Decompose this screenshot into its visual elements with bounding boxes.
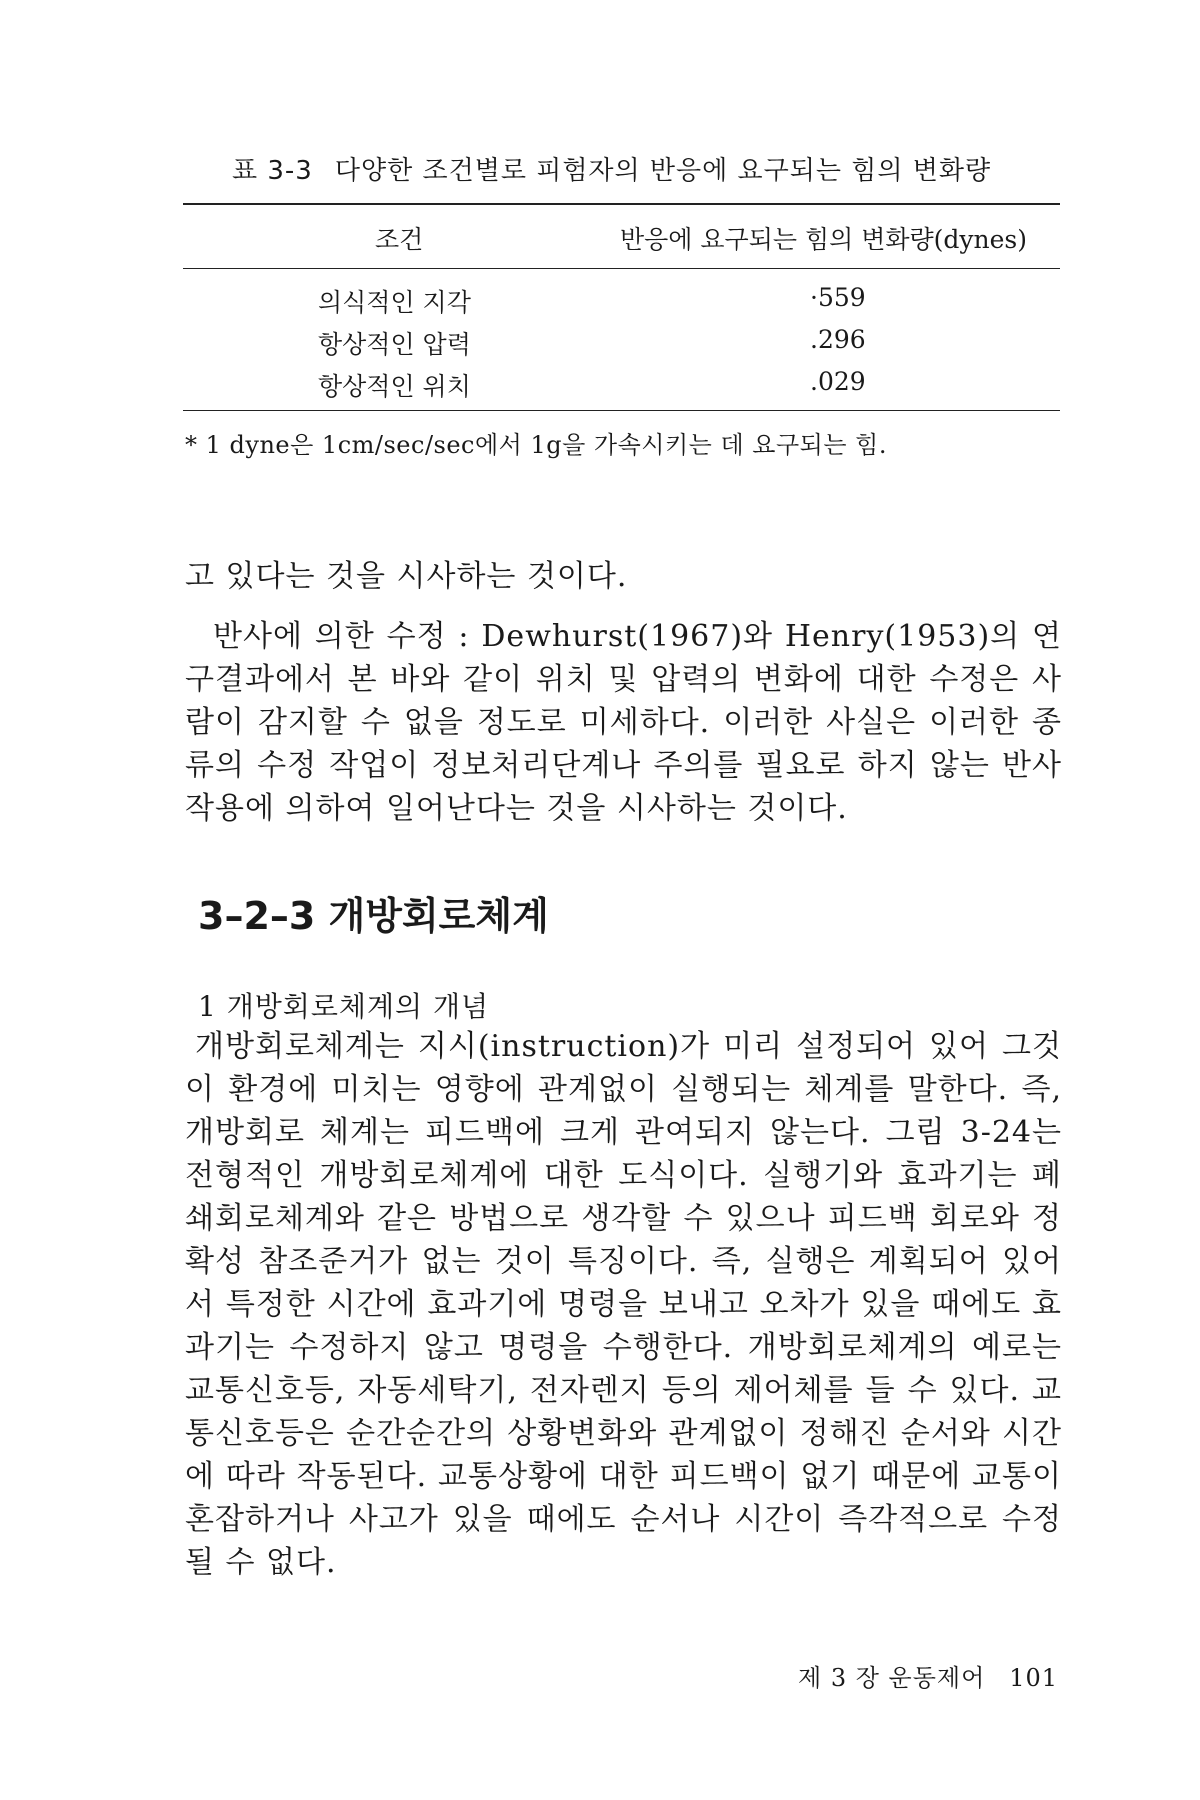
table-header-force: 반응에 요구되는 힘의 변화량(dynes) — [620, 225, 1028, 254]
table-header-condition: 조건 — [375, 225, 424, 254]
section-title: 3–2–3 개방회로체계 — [198, 894, 549, 938]
table-top-rule — [183, 203, 1060, 205]
page-number: 101 — [1009, 1664, 1059, 1692]
table-cell-value: .296 — [810, 325, 866, 354]
table-cell-condition: 항상적인 위치 — [318, 372, 471, 401]
table-cell-value: .029 — [810, 367, 866, 396]
table-label: 표 3-3 — [232, 156, 313, 186]
table-cell-condition: 항상적인 압력 — [318, 330, 471, 359]
table-cell-condition: 의식적인 지각 — [318, 288, 471, 317]
table-bottom-rule — [183, 410, 1060, 411]
table-header-rule — [183, 268, 1060, 269]
table-footnote: * 1 dyne은 1cm/sec/sec에서 1g을 가속시키는 데 요구되는 힘. — [185, 431, 887, 459]
subheading: 1 개방회로체계의 개념 — [198, 990, 490, 1023]
table-cell-value: ·559 — [810, 283, 866, 312]
paragraph-open-loop: 개방회로체계는 지시(instruction)가 미리 설정되어 있어 그것이 환경에 미치는 영향에 관계없이 실행되는 체계를 말한다. 즉, 개방회로 체계는 피드백에 크게 관여되지 않는다. 그림 3-24는 전형적인 개방회로체계에 대한 도식이다. 실행기와 효과기는 폐쇄회로체계와 같은 방법으로 생각할 수 있으나 피드백 회로와 정확성 참조준거가 없는 것이 특징이다. 즉, 실행은 계획되어 있어서 특정한 시간에 효과기에 명령을 보내고 오차가 있을 때에도 효과기는 수정하지 않고 명령을 수행한다. 개방회로체계의 예로는 교통신호등, 자동세탁기, 전자렌지 등의 제어체를 들 수 있다. 교통신호등은 순간순간의 상황변화와 관계없이 정해진 순서와 시간에 따라 작동된다. 교통상황에 대한 피드백이 없기 때문에 교통이 혼잡하거나 사고가 있을 때에도 순서나 시간이 즉각적으로 수정될 수 없다. — [185, 1029, 1062, 1580]
table-title: 다양한 조건별로 피험자의 반응에 요구되는 힘의 변화량 — [334, 156, 992, 186]
paragraph-continuation: 고 있다는 것을 시사하는 것이다. — [185, 559, 628, 594]
paragraph-reflex-correction: 반사에 의한 수정 : Dewhurst(1967)와 Henry(1953)의 연구결과에서 본 바와 같이 위치 및 압력의 변화에 대한 수정은 사람이 감지할 수 없을 정도로 미세하다. 이러한 사실은 이러한 종류의 수정 작업이 정보처리단계나 주의를 필요로 하지 않는 반사작용에 의하여 일어난다는 것을 시사하는 것이다. — [185, 619, 1062, 826]
page-footer — [798, 1658, 1058, 1693]
chapter-label: 제 3 장 운동제어 — [798, 1664, 986, 1692]
table-caption — [232, 150, 991, 187]
